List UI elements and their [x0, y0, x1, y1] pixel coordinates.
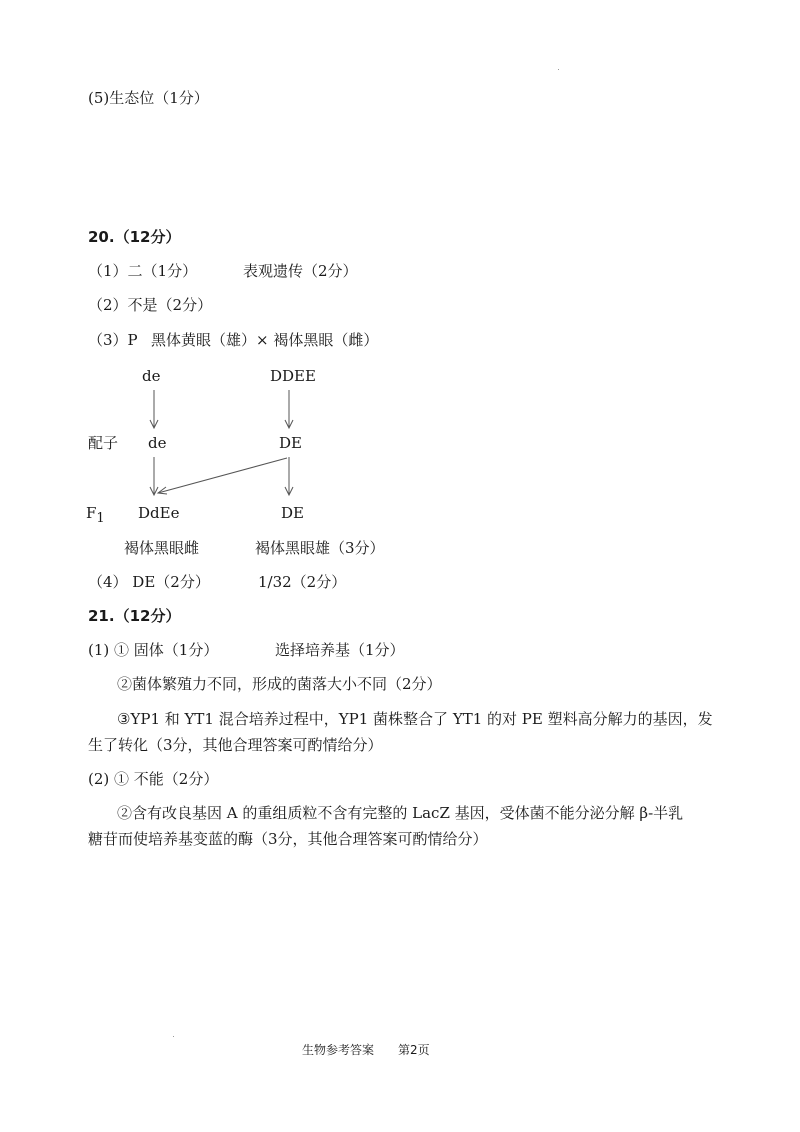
- gamete-label: 配子: [88, 434, 119, 452]
- f1-genotype-right: DE: [281, 504, 304, 522]
- q21-answer1-1-part2: 选择培养基（1分）: [275, 641, 405, 659]
- footer-subject: 生物参考答案: [302, 1043, 375, 1057]
- q19-part5: (5)生态位（1分）: [88, 89, 209, 107]
- q21-answer2-1: (2) ① 不能（2分）: [88, 770, 219, 788]
- f1-genotype-left: DdEe: [138, 504, 180, 522]
- f1-label: $F_1$: [86, 504, 105, 526]
- q21-answer2-2-line1: ②含有改良基因 A 的重组质粒不含有完整的 LacZ 基因，受体菌不能分泌分解 β-半乳: [117, 804, 684, 822]
- q20-answer3-label: （3）P: [88, 331, 138, 349]
- f1-subscript: 1: [96, 511, 105, 526]
- q21-answer1-3-line1: ③YP1 和 YT1 混合培养过程中，YP1 菌株整合了 YT1 的对 PE 塑料高分解力的基因，发: [117, 710, 713, 728]
- phenotype-left: 褐体黑眼雌: [124, 539, 200, 557]
- gamete-left: de: [148, 434, 167, 452]
- q20-answer1-part1: （1）二（1分）: [88, 262, 198, 280]
- q20-answer1-part2: 表观遗传（2分）: [243, 262, 358, 280]
- q20-heading: 20.（12分）: [88, 228, 181, 246]
- parent-genotype-right: DDEE: [270, 367, 316, 385]
- q21-answer1-1-part1: (1) ① 固体（1分）: [88, 641, 219, 659]
- q20-answer4-part1: （4） DE（2分）: [88, 573, 210, 591]
- parent-genotype-left: de: [142, 367, 161, 385]
- q21-heading: 21.（12分）: [88, 607, 181, 625]
- q20-answer3-cross: 黑体黄眼（雄）× 褐体黑眼（雌）: [151, 331, 379, 349]
- gamete-right: DE: [279, 434, 302, 452]
- q21-answer1-3-line2: 生了转化（3分，其他合理答案可酌情给分）: [88, 736, 383, 754]
- footer-page-number: 第2页: [398, 1043, 430, 1057]
- q20-answer4-part2: 1/32（2分）: [258, 573, 347, 591]
- q21-answer1-2: ②菌体繁殖力不同，形成的菌落大小不同（2分）: [117, 675, 442, 693]
- q21-answer2-2-line2: 糖苷而使培养基变蓝的酶（3分，其他合理答案可酌情给分）: [88, 830, 488, 848]
- phenotype-right: 褐体黑眼雄（3分）: [255, 539, 385, 557]
- scan-speck: [173, 1036, 174, 1037]
- q20-answer2: （2）不是（2分）: [88, 296, 213, 314]
- arrow-gamete-right-to-f1-left: [158, 458, 287, 493]
